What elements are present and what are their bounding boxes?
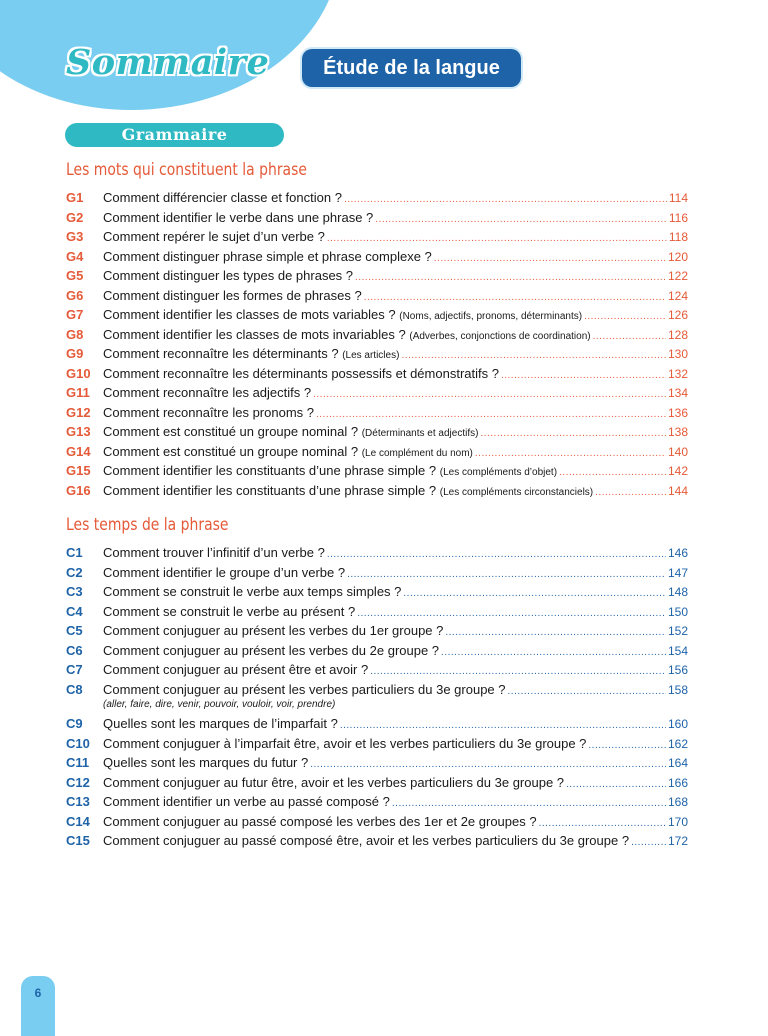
toc-entry[interactable] <box>66 383 688 403</box>
entry-question: Comment est constitué un groupe nominal ? <box>103 424 359 439</box>
entry-note: (Les compléments d’objet) <box>439 467 558 478</box>
toc-entry[interactable] <box>66 403 688 423</box>
entry-question: Comment conjuguer au passé composé les verbes des 1er et 2e groupes ? <box>103 813 537 829</box>
toc-entry[interactable] <box>66 247 688 267</box>
entry-title <box>103 461 557 483</box>
entry-question: Comment conjuguer au présent les verbes particuliers du 3e groupe ? <box>103 681 506 697</box>
entry-title <box>103 325 591 347</box>
entry-question: Comment reconnaître les déterminants ? <box>103 346 339 361</box>
entry-title <box>103 383 311 403</box>
entry-page-number: 166 <box>667 775 688 790</box>
entry-code: C11 <box>66 755 90 770</box>
entry-note: (Noms, adjectifs, pronoms, déterminants) <box>399 311 583 322</box>
entry-page-number: 122 <box>667 269 688 283</box>
entry-code: C3 <box>66 584 83 599</box>
entry-question: Comment est constitué un groupe nominal ? <box>103 443 359 459</box>
toc-entry[interactable] <box>66 680 688 700</box>
entry-question: Comment repérer le sujet d’un verbe ? <box>103 229 325 244</box>
entry-code: C13 <box>66 794 90 809</box>
entry-code: C10 <box>66 735 90 751</box>
entry-question: Comment conjuguer à l’imparfait être, avoir et les verbes particuliers du 3e groupe ? <box>103 735 587 751</box>
entry-page-number: 150 <box>667 604 688 619</box>
entry-page-number: 116 <box>668 210 688 225</box>
entry-question: Comment trouver l’infinitif d’un verbe ? <box>103 545 325 560</box>
entry-question: Comment conjuguer au présent être et avoir ? <box>103 662 369 677</box>
entry-question: Comment reconnaître les déterminants possessifs et démonstratifs ? <box>103 365 499 381</box>
toc-entry[interactable] <box>66 563 688 583</box>
entry-question: Comment différencier classe et fonction ? <box>103 190 342 205</box>
toc-entry[interactable] <box>66 812 688 832</box>
entry-code: G9 <box>66 346 84 361</box>
toc-entry[interactable] <box>66 208 688 228</box>
toc-entry[interactable] <box>66 714 688 734</box>
entry-title <box>103 208 373 228</box>
entry-question: Comment conjuguer au présent les verbes du 2e groupe ? <box>103 642 440 658</box>
toc-entry[interactable] <box>66 286 688 306</box>
entry-page-number: 118 <box>668 230 688 244</box>
toc-entry[interactable] <box>66 773 688 793</box>
entry-question: Comment se construit le verbe au présent ? <box>103 603 356 619</box>
entry-code: G6 <box>66 287 84 303</box>
entry-question: Comment identifier les constituants d’une phrase simple ? <box>103 482 437 498</box>
entry-code: G1 <box>66 190 84 205</box>
entry-code: C1 <box>66 545 83 560</box>
toc-entry[interactable] <box>66 660 688 680</box>
entry-page-number: 142 <box>667 464 688 478</box>
entry-title <box>103 481 593 503</box>
entry-question: Comment distinguer les formes de phrases ? <box>103 287 362 303</box>
entry-code: C5 <box>66 623 83 638</box>
entry-page-number: 114 <box>668 191 688 205</box>
entry-code: G11 <box>66 385 90 400</box>
entry-question: Comment se construit le verbe aux temps simples ? <box>103 584 402 599</box>
entry-code: G10 <box>66 365 91 381</box>
toc-entry[interactable] <box>66 582 688 602</box>
toc-entry[interactable] <box>66 325 688 345</box>
leader-dots <box>595 483 666 503</box>
entry-note: (Le complément du nom) <box>361 447 473 459</box>
entry-page-number: 172 <box>667 834 688 848</box>
entry-page-number: 146 <box>667 546 688 560</box>
entry-page-number: 152 <box>667 624 688 638</box>
toc-entry[interactable] <box>66 543 688 563</box>
entry-note: (Déterminants et adjectifs) <box>361 428 479 439</box>
entry-title <box>103 422 478 444</box>
entry-question: Comment identifier les constituants d’une phrase simple ? <box>103 463 437 478</box>
toc-entry[interactable] <box>66 792 688 812</box>
entry-title <box>103 403 314 423</box>
entry-page-number: 126 <box>667 308 688 322</box>
toc-entry[interactable] <box>66 831 688 851</box>
entry-page-number: 132 <box>667 366 688 381</box>
entry-title <box>103 247 432 267</box>
entry-question: Comment distinguer phrase simple et phrase complexe ? <box>103 248 432 264</box>
part1-heading: Les mots qui constituent la phrase <box>66 160 307 180</box>
entry-note: (Les articles) <box>342 350 400 361</box>
entry-page-number: 128 <box>667 327 688 342</box>
entry-question: Comment conjuguer au présent les verbes du 1er groupe ? <box>103 623 444 638</box>
toc-entry[interactable] <box>66 442 688 462</box>
entry-question: Quelles sont les marques du futur ? <box>103 755 309 770</box>
entry-note: (Les compléments circonstanciels) <box>439 486 594 498</box>
toc-entry[interactable] <box>66 422 688 442</box>
entry-page-number: 154 <box>667 643 688 658</box>
leader-dots <box>631 833 666 853</box>
entry-page-number: 156 <box>667 663 688 677</box>
entry-title <box>103 344 399 366</box>
part2-heading: Les temps de la phrase <box>66 515 229 535</box>
entry-page-number: 130 <box>667 347 688 361</box>
entry-page-number: 136 <box>667 405 688 420</box>
entry-question: Comment identifier le verbe dans une phrase ? <box>103 209 374 225</box>
entry-question: Comment reconnaître les adjectifs ? <box>103 385 312 400</box>
page-number: 6 <box>21 976 55 1036</box>
toc-entry[interactable] <box>66 641 688 661</box>
toc-entry[interactable] <box>66 364 688 384</box>
toc-entry[interactable] <box>66 344 688 364</box>
entry-code: G13 <box>66 424 91 439</box>
entry-page-number: 148 <box>667 585 688 599</box>
toc-entry[interactable] <box>66 621 688 641</box>
entry-page-number: 138 <box>667 425 688 439</box>
entry-title <box>103 305 582 327</box>
entry-code: G2 <box>66 209 84 225</box>
leader-dots <box>508 682 666 702</box>
entry-page-number: 160 <box>667 717 688 731</box>
entry-code: G16 <box>66 482 91 498</box>
entry-title <box>103 364 499 384</box>
entry-title <box>103 286 362 306</box>
toc-list-grammar <box>66 188 688 500</box>
toc-entry[interactable] <box>66 753 688 773</box>
entry-code: C15 <box>66 833 90 848</box>
toc-list-conjugation <box>66 543 688 851</box>
toc-entry[interactable] <box>66 602 688 622</box>
entry-code: C9 <box>66 716 83 731</box>
entry-code: C12 <box>66 774 90 790</box>
entry-question: Comment identifier un verbe au passé composé ? <box>103 794 390 809</box>
entry-code: C4 <box>66 603 83 619</box>
entry-code: C8 <box>66 681 83 697</box>
entry-code: C6 <box>66 642 83 658</box>
entry-code: G7 <box>66 307 84 322</box>
toc-entry[interactable] <box>66 305 688 325</box>
entry-code: G12 <box>66 404 91 420</box>
entry-question: Comment identifier le groupe d’un verbe ? <box>103 564 346 580</box>
entry-title <box>103 227 325 247</box>
entry-page-number: 134 <box>667 386 688 400</box>
entry-question: Quelles sont les marques de l’imparfait ? <box>103 716 338 731</box>
entry-page-number: 158 <box>667 682 688 697</box>
entry-question: Comment distinguer les types de phrases ? <box>103 268 354 283</box>
toc-entry[interactable] <box>66 266 688 286</box>
entry-note: (Adverbes, conjonctions de coordination) <box>409 330 591 342</box>
entry-page-number: 147 <box>667 565 688 580</box>
section-label: Grammaire <box>65 123 284 147</box>
entry-title <box>103 188 342 208</box>
entry-question: Comment conjuguer au passé composé être, avoir et les verbes particuliers du 3e groupe ? <box>103 833 630 848</box>
entry-title <box>103 266 353 286</box>
entry-code: G15 <box>66 463 91 478</box>
toc-entry[interactable] <box>66 461 688 481</box>
entry-code: G4 <box>66 248 84 264</box>
entry-code: G5 <box>66 268 84 283</box>
entry-page-number: 162 <box>667 736 688 751</box>
entry-page-number: 170 <box>667 814 688 829</box>
toc-entry[interactable] <box>66 188 688 208</box>
subtitle-badge: Étude de la langue <box>302 49 521 87</box>
page-title: Sommaire <box>66 42 270 83</box>
toc-entry[interactable] <box>66 481 688 501</box>
entry-page-number: 168 <box>667 795 688 809</box>
entry-question: Comment identifier les classes de mots variables ? <box>103 307 396 322</box>
entry-code: C14 <box>66 813 90 829</box>
entry-question: Comment identifier les classes de mots invariables ? <box>103 326 406 342</box>
entry-code: G3 <box>66 229 84 244</box>
toc-entry[interactable] <box>66 227 688 247</box>
entry-code: G8 <box>66 326 84 342</box>
entry-code: C2 <box>66 564 83 580</box>
entry-title <box>103 442 473 464</box>
entry-subline: (aller, faire, dire, venir, pouvoir, vouloir, voir, prendre) <box>103 699 336 710</box>
entry-page-number: 144 <box>667 483 688 498</box>
entry-page-number: 120 <box>667 249 688 264</box>
entry-question: Comment reconnaître les pronoms ? <box>103 404 314 420</box>
entry-code: G14 <box>66 443 91 459</box>
entry-page-number: 164 <box>667 756 688 770</box>
entry-page-number: 140 <box>667 444 688 459</box>
entry-code: C7 <box>66 662 83 677</box>
entry-page-number: 124 <box>667 288 688 303</box>
toc-entry[interactable] <box>66 734 688 754</box>
entry-question: Comment conjuguer au futur être, avoir et les verbes particuliers du 3e groupe ? <box>103 774 565 790</box>
